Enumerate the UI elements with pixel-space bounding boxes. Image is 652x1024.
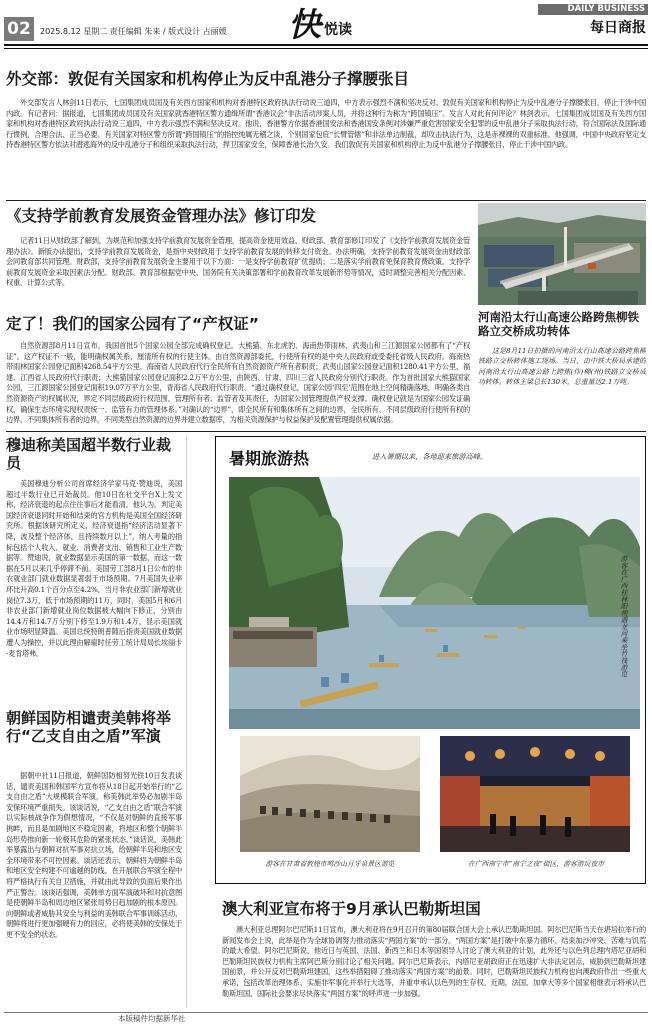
masthead-rule	[4, 44, 648, 46]
footer-rule	[4, 1012, 648, 1013]
section-name: 悦读	[324, 22, 352, 38]
page-number: 02	[4, 17, 34, 41]
article3-headline: 定了！我们的国家公园有了“产权证”	[6, 315, 259, 333]
bridge-photo-art	[478, 203, 646, 305]
news-photo-headline: 河南沿太行山高速公路跨焦柳铁路立交桥成功转体	[478, 311, 639, 338]
article6-body: 澳大利亚总理阿尔巴尼斯11日宣布，澳大利亚将在9月召开的第80届联合国大会上承认巴勒斯坦国。阿尔巴尼斯当天在堪培拉举行的新闻发布会上说，此举是作为全球协调努力推动落实“两国方案”的一部分。“两国方案”是打破中东暴力循环、结束加沙冲突、苦难与饥荒的最大希望。阿尔巴尼斯说，他近日与英国、法国、新西兰和日本等国领导人讨论了澳大利亚的计划，此外还与以色列总理内塔尼亚胡和巴勒斯坦民族权力机构主席阿巴斯分别讨论了相关问题。阿尔巴尼斯表示，内塔尼亚胡政府正在迅速扩大非法定居点，威胁到巴勒斯坦建国前景，并公开反对巴勒斯坦建国，这些举措阻碍了推动落实“两国方案”的前景。同时，巴勒斯坦民族权力机构也向澳政府作出一些重大承诺，包括改革治理体系、实施非军事化并举行大选等，并重申承认以色列的生存权。近期，法国、加拿大等多个国家相继表示将承认巴勒斯坦国，国际社会要求尽快落实“两国方案”的呼声进一步加强。	[222, 925, 646, 998]
article4-headline: 穆迪称美国超半数行业裁员	[6, 437, 172, 472]
article4-body: 美国穆迪分析公司首席经济学家马克·赞迪说，美国超过半数行业已开始裁员。他10日在社交平台X上发文称，经济衰退的起点往往事后才能看清。他认为，判定美国经济衰退同时开始和结束的官方机构是美国全国经济研究所。根据该研究所定义，经济衰退指“经济活动显著下降，波及整个经济体，且持续数月以上”，纳入考量的指标包括个人收入、就业、消费者支出、销售和工业生产数据等。赞迪说，就业数据显示美国的第一数据，而这一数据在5月以来几乎停滞不前。美国劳工部8月1日公布的非农就业部门就业数据显著弱于市场预期。7月美国失业率环比升高0.1个百分点至4.2%，当月非农业部门新增就业岗位7.3万，低于市场预期的11万，同时，美国5月和6月非农业部门新增就业岗位数据被大幅向下修正，分别由14.4万和14.7万分别下修至1.9万和1.4万，显示美国就业市场明显降温。美国总统特朗普随后指责美国就业数据遭人为操控，并以此理由解雇时任劳工统计局局长埃丽卡·麦肯塔弗。	[6, 479, 182, 658]
article3-body: 自然资源部8月11日宣布，我国首批5个国家公园全部完成确权登记。大熊猫、东北虎豹、海南热带雨林、武夷山和三江源国家公园都有了“产权证”。这产权证不一般，能明确权属关系，厘清所有权的行使主体。由自然资源部委托，行使所有权的是中央人民政府或受委托省级人民政府。海南热带雨林国家公园登记面积4268.54平方公里，海南省人民政府代行全民所有自然资源资产所有者职责；武夷山国家公园登记面积1280.41平方公里，福建、江西省人民政府代行职责；大熊猫国家公园登记面积2.2万平方公里，由陕西、甘肃、四川三省人民政府分别代行职责。作为首批国家大熊猫国家公园，三江源国家公园登记面积19.07万平方公里，青海省人民政府代行职责。“通过确权登记，国家公园‘四至’范围在地上空间精确落地，明确各类自然资源资产的权属状况，界定不同层级政府行权范围，管理所有者、监管者及其责任，为国家公园管理提供产权支撑。确权登记就是为国家公园发证确权，确保生态环境实现权责统一、监管有力的管理体系。”对确认的“边界”，即全民所有和集体所有之间的边界，全民所有、不同层级政府行使所有权的边界，不同集体所有者的边界，不同类型自然资源的边界并建立数据库，为相关资源保护与权益保护及配置管理提供权属依据。	[6, 341, 470, 425]
column-divider	[186, 436, 187, 1008]
paper-name-en: DAILY BUSINESS	[538, 4, 648, 15]
feature-subtitle: 进入暑期以来，各地迎来旅游高峰。	[372, 452, 488, 461]
feature-title: 暑期旅游热	[229, 449, 310, 468]
feature-left-caption: 游客在甘肃省敦煌市鸣沙山月牙泉景区游览	[265, 860, 395, 868]
feature-left-photo-art	[240, 736, 420, 852]
feature-right-photo-art	[440, 736, 630, 852]
article6-headline: 澳大利亚宣布将于9月承认巴勒斯坦国	[222, 900, 481, 918]
footer-source: 本版稿件均据新华社	[118, 1014, 186, 1023]
news-photo-caption: 这是8月11日拍摄的河南沿太行山高速公路跨焦柳铁路立交桥转体施工现场。当日，由中铁大桥局承建的河南沿太行山高速公路上跨焦(作)柳(州)铁路立交桥成功转体。转体主梁总长130米，总重量达2.1万吨。	[478, 347, 646, 387]
article1-headline: 外交部：敦促有关国家和机构停止为反中乱港分子撑腰张目	[6, 70, 410, 88]
section-char: 快	[288, 5, 321, 44]
masthead-rule-thin	[4, 48, 648, 49]
article2-body: 记者11日从财政部了解到，为规范和加强支持学前教育发展资金管理，提高资金使用效益，财政部、教育部修订印发了《支持学前教育发展资金管理办法》。新版办法提出，支持学前教育发展资金，是指中央财政用于支持学前教育发展的转移支付资金。办法明确，支持学前教育发展资金由财政部会同教育部共同管理。财政部，支持学前教育发展资金主要用于以下方面：一是支持学前教育扩优提质；二是落实学前教育免保育教育费政策。支持学前教育发展资金采取因素法分配。财政部、教育部根据党中央、国务院有关决策部署和学前教育改革发展新形势等情况，适时调整完善相关分配因素、权重、计算公式等。	[6, 236, 470, 288]
section-logo	[288, 6, 368, 46]
date-line: 2025.8.12 星期二 责任编辑 朱来 / 版式设计 占丽媛	[40, 27, 227, 36]
article2-headline: 《支持学前教育发展资金管理办法》修订印发	[6, 207, 317, 225]
divider	[6, 431, 646, 432]
paper-name-cn: 每日商报	[590, 20, 646, 36]
feature-right-caption: 在广西南宁市“南宁之夜”街区，游客游玩夜市	[467, 860, 605, 868]
bridge-photo	[478, 203, 646, 305]
article5-body: 据朝中社11日报道，朝鲜国防相努光铁10日发表谈话，谴责美国和韩国军方宣布将从18日起开始举行的“乙支自由之盾”大规模联合军演，称美韩此举势必加剧半岛安保环境严重损失。该谈话说，“乙支自由之盾”联合军演以实际核战争作为假想情况，“不仅是对朝鲜的直接军事挑衅，而且是加剧地区不稳定因素，将地区和整个朝鲜半岛形势推向新一轮极其危险的紧张状态。”谈话说，美韩此举暴露出与朝鲜对抗军事对抗立场，给朝鲜半岛和地区安全环境带来不可控因素。谈话还表示，朝鲜将为朝鲜半岛和地区安全构建不可逾越的防线。在开展联合军演全程中将严格执行有关自卫措施，并就由此导致的负面后果作出严正警告。该谈话强调，美韩单方面军演破坏和对抗意图是使朝鲜半岛和周边地区紧张局势日趋加剧的根本原因。向朝鲜或者威胁其安全与利益的美韩联合军事训练活动，朝鲜将进行更加强硬有力的回应，必将使美韩的安保处于更不安全的状态。	[6, 771, 182, 939]
article1-body: 外交部发言人林剑11日表示，七国集团成员国及有关西方国家和机构对香港特区政府执法行动说三道四，中方表示强烈不满和坚决反对。敦促有关国家和机构停止为反中乱港分子撑腰张目，停止干涉中国内政。有记者问：据报道，七国集团成员国及有关国家就香港特区警方通缉所谓“香港议会”非法活动涉案人员，并将这种行为称为“跨国镇压”。发言人对此有何评论？林剑表示，七国集团成员国及有关西方国家和机构对香港特区政府执法行动说三道四，中方表示强烈不满和坚决反对。他说，香港警方依据香港国安法和香港国安条例对涉嫌严重危害国家安全犯罪的反中乱港分子采取执法行动，符合国际法及国际通行惯例，合理合法、正当必要。有关国家对特区警方所谓“跨国镇压”的指控纯属无稽之谈，个别国家包庇“长臂管辖”和非法单边制裁，却攻击执法行为，这是赤裸裸的双重标准。他强调，中国中央政府坚定支持香港特区警方依法对潜逃海外的反中乱港分子和组织采取执法行动，捍卫国家安全，保障香港长治久安。我们敦促有关国家和机构停止为反中乱港分子撑腰张目，停止干涉中国内政。	[6, 98, 646, 150]
feature-main-caption: 游客在广西桂林阳朔遇龙河乘坐竹筏游览	[619, 555, 627, 678]
feature-main-photo	[229, 477, 640, 729]
feature-main-photo-art	[229, 477, 640, 729]
article5-headline: 朝鲜国防相谴责美韩将举行“乙支自由之盾”军演	[6, 710, 172, 745]
divider	[6, 200, 646, 201]
feature-right-photo	[440, 736, 630, 852]
feature-left-photo	[240, 736, 420, 852]
